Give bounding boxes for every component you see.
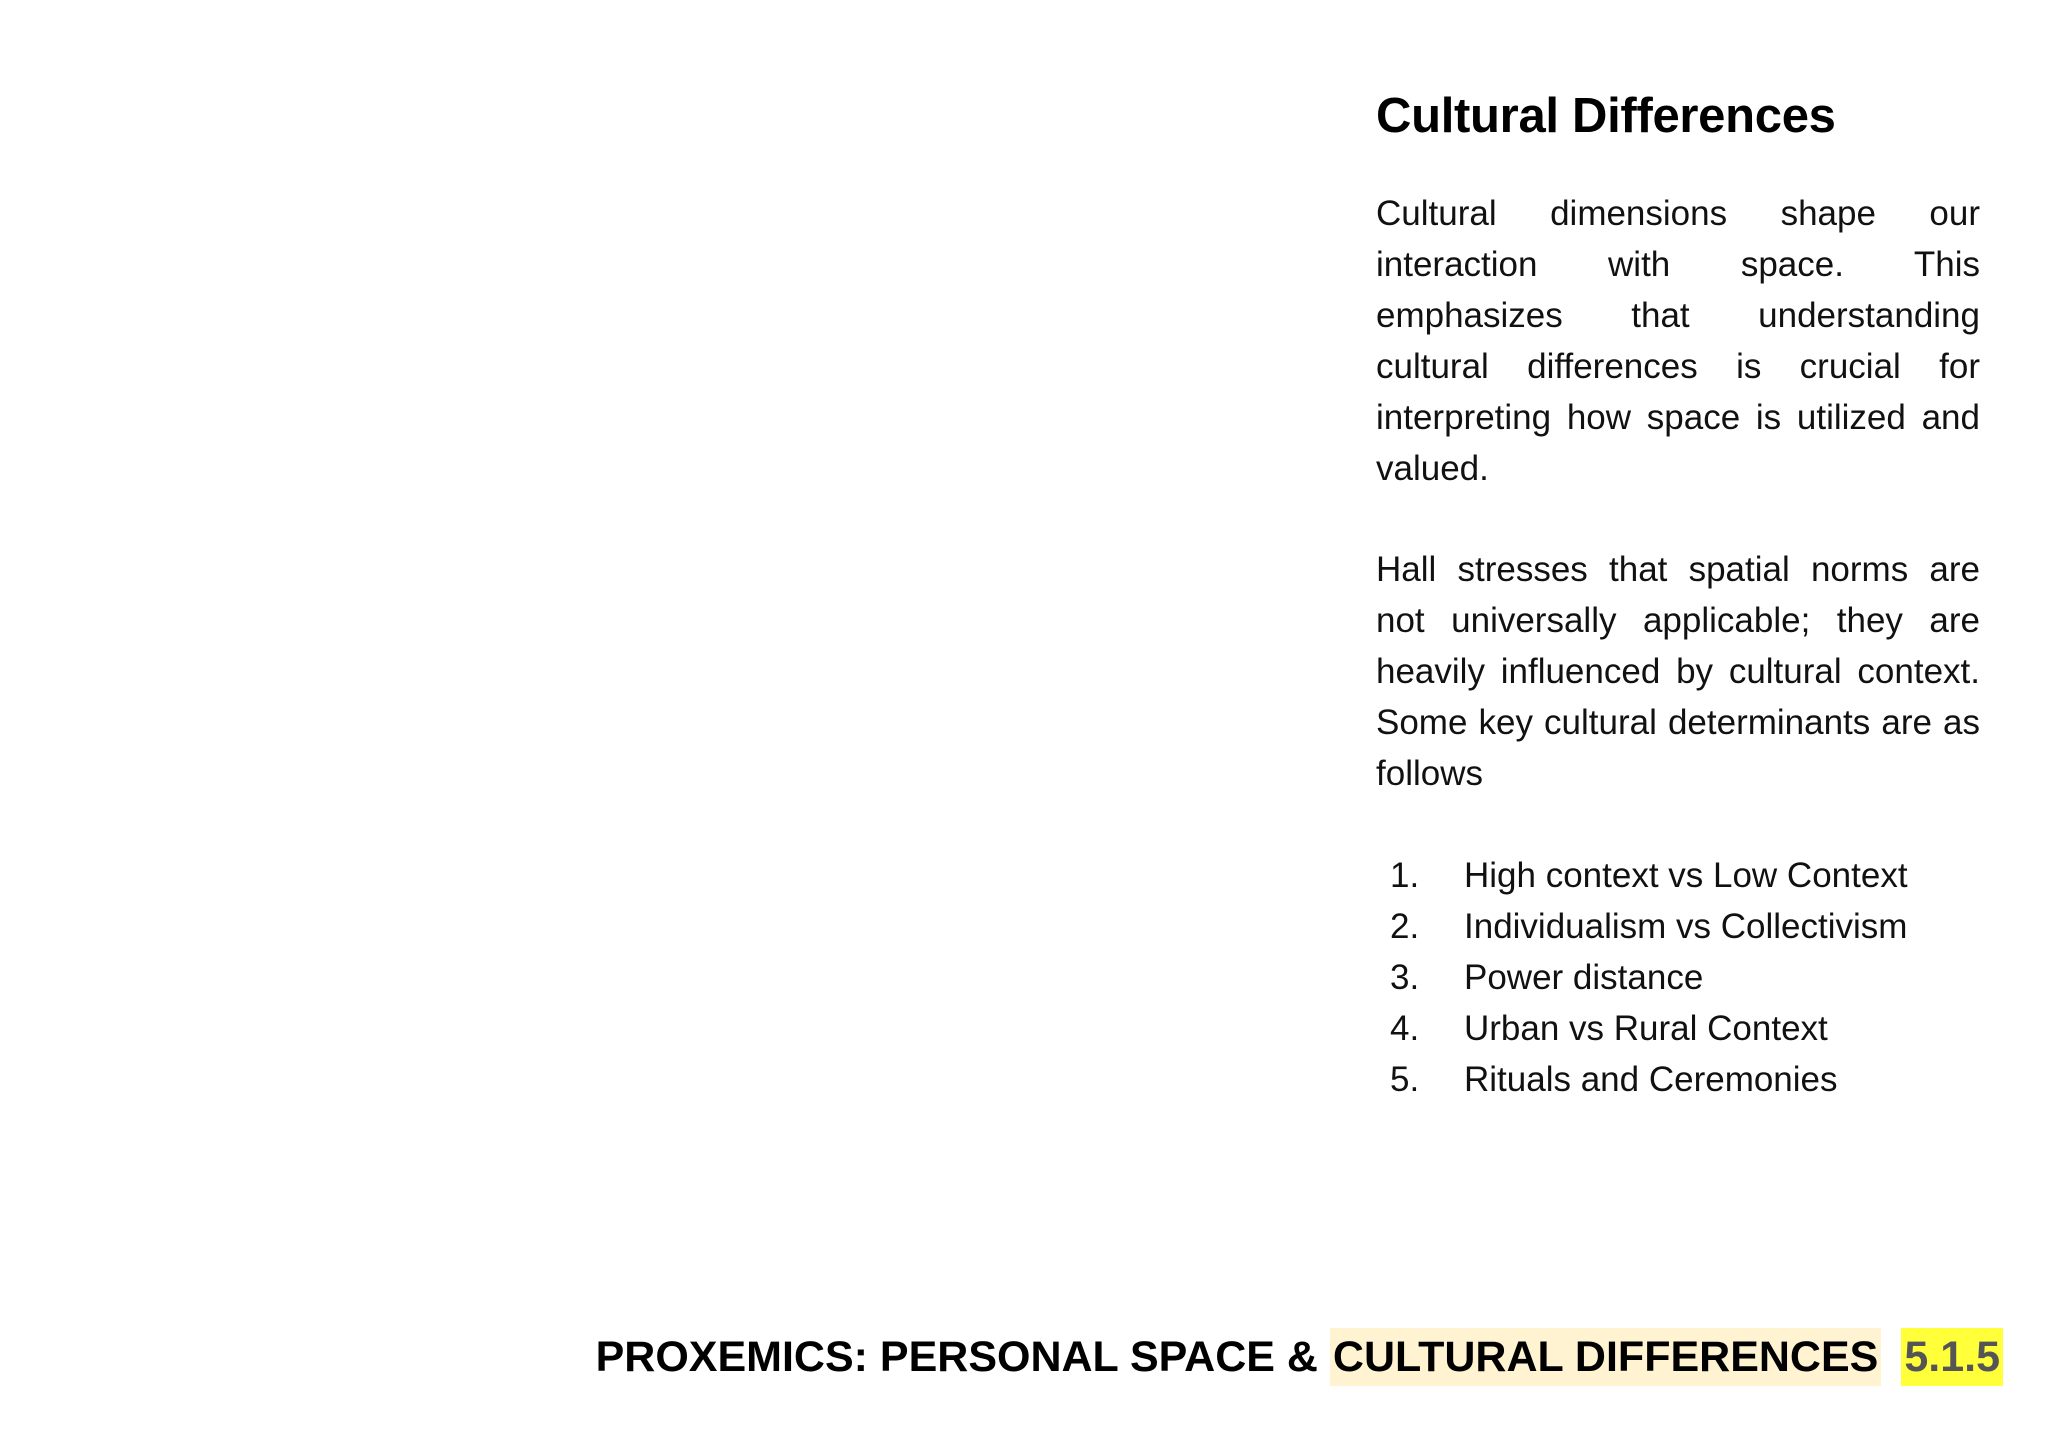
footer-title: [596, 1328, 2003, 1386]
list-item-number: 2.: [1390, 907, 1420, 946]
list-item-number: 1.: [1390, 856, 1420, 895]
list-item: [1376, 1003, 1980, 1054]
list-item-number: 4.: [1390, 1009, 1420, 1048]
list-item-text: Rituals and Ceremonies: [1464, 1060, 1838, 1099]
section-title: Cultural Differences: [1376, 89, 1836, 143]
hall-paragraph: Hall stresses that spatial norms are not universally applicable; they are heavily influenced by cultural context. Some key cultural determinants are as follows: [1376, 550, 1980, 793]
list-item-number: 3.: [1390, 958, 1420, 997]
intro-paragraph: Cultural dimensions shape our interaction with space. This emphasizes that understanding cultural differences is crucial for interpreting how space is utilized and valued.: [1376, 194, 1980, 488]
list-item-text: Individualism vs Collectivism: [1464, 907, 1908, 946]
list-item-text: Power distance: [1464, 958, 1704, 997]
list-item-text: High context vs Low Context: [1464, 856, 1908, 895]
footer-title-highlight: CULTURAL DIFFERENCES: [1330, 1328, 1881, 1386]
list-item: [1376, 850, 1980, 901]
list-item: [1376, 952, 1980, 1003]
cultural-determinants-list: [1376, 850, 1980, 1105]
list-item-number: 5.: [1390, 1060, 1420, 1099]
footer-title-prefix: PROXEMICS: PERSONAL SPACE &: [595, 1333, 1330, 1381]
section-number-badge: 5.1.5: [1901, 1328, 2003, 1386]
list-item: [1376, 1054, 1980, 1105]
content-column: [1376, 84, 1980, 1105]
list-item: [1376, 901, 1980, 952]
list-item-text: Urban vs Rural Context: [1464, 1009, 1828, 1048]
